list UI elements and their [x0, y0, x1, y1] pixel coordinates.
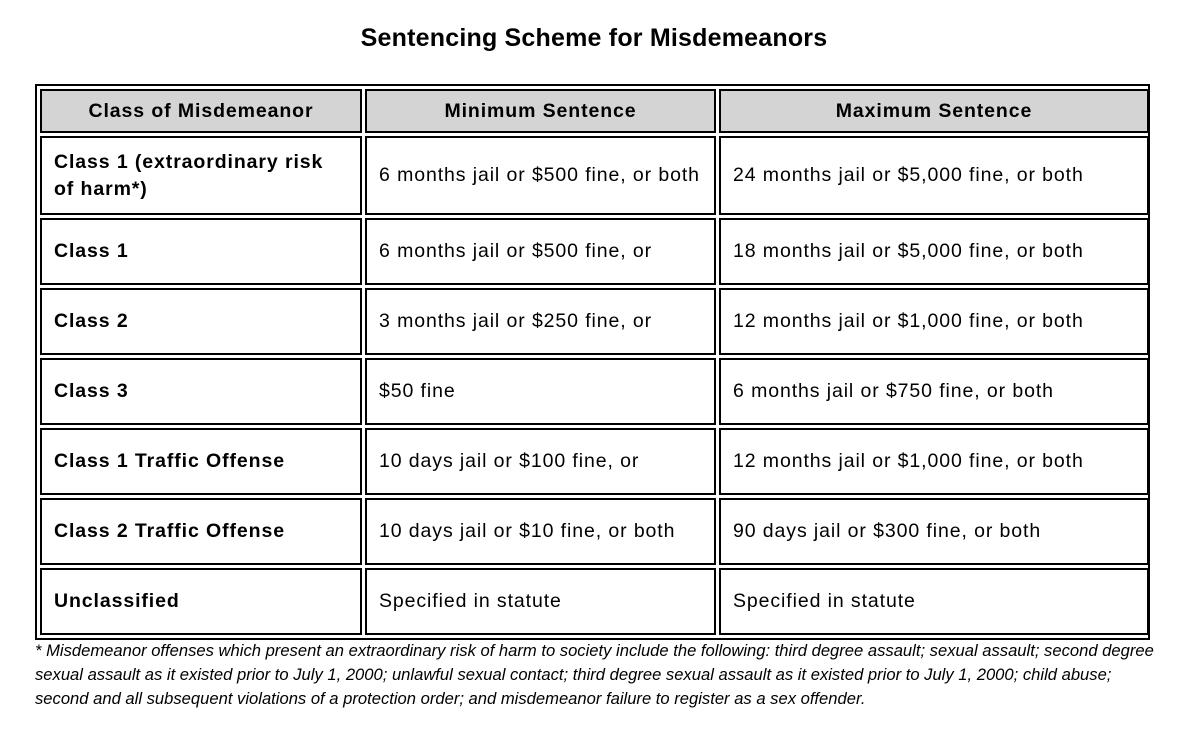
- class-cell: Unclassified: [40, 568, 362, 635]
- footnote: * Misdemeanor offenses which present an extraordinary risk of harm to society include the following: third degree assault; sexual assault; second degree sexual assault as it existed prior to July 1, 2000; unlawful sexual contact; third degree sexual assault as it existed prior to July 1, 2000; child abuse; second and all subsequent violations of a protection order; and misdemeanor failure to register as a sex offender.: [35, 641, 1154, 708]
- minimum-sentence-cell: 10 days jail or $100 fine, or: [365, 428, 716, 495]
- table-row: [40, 568, 1149, 635]
- class-cell: Class 1 (extraordinary risk of harm*): [40, 136, 362, 215]
- maximum-sentence-cell: 90 days jail or $300 fine, or both: [719, 498, 1149, 565]
- column-header-class: Class of Misdemeanor: [40, 89, 362, 133]
- minimum-sentence-cell: 6 months jail or $500 fine, or both: [365, 136, 716, 215]
- sentencing-table: [35, 84, 1150, 640]
- maximum-sentence-cell: 12 months jail or $1,000 fine, or both: [719, 288, 1149, 355]
- maximum-sentence-cell: 24 months jail or $5,000 fine, or both: [719, 136, 1149, 215]
- column-header-minimum: Minimum Sentence: [365, 89, 716, 133]
- table-row: [40, 218, 1149, 285]
- class-cell: Class 1 Traffic Offense: [40, 428, 362, 495]
- maximum-sentence-cell: 6 months jail or $750 fine, or both: [719, 358, 1149, 425]
- table-header-row: [40, 89, 1149, 133]
- table-row: [40, 136, 1149, 215]
- class-cell: Class 2: [40, 288, 362, 355]
- maximum-sentence-cell: 18 months jail or $5,000 fine, or both: [719, 218, 1149, 285]
- table-row: [40, 428, 1149, 495]
- table-row: [40, 498, 1149, 565]
- minimum-sentence-cell: 3 months jail or $250 fine, or: [365, 288, 716, 355]
- class-cell: Class 2 Traffic Offense: [40, 498, 362, 565]
- minimum-sentence-cell: Specified in statute: [365, 568, 716, 635]
- minimum-sentence-cell: $50 fine: [365, 358, 716, 425]
- column-header-maximum: Maximum Sentence: [719, 89, 1149, 133]
- class-cell: Class 1: [40, 218, 362, 285]
- class-cell: Class 3: [40, 358, 362, 425]
- table-row: [40, 288, 1149, 355]
- minimum-sentence-cell: 6 months jail or $500 fine, or: [365, 218, 716, 285]
- maximum-sentence-cell: Specified in statute: [719, 568, 1149, 635]
- maximum-sentence-cell: 12 months jail or $1,000 fine, or both: [719, 428, 1149, 495]
- page-title: Sentencing Scheme for Misdemeanors: [360, 24, 828, 52]
- minimum-sentence-cell: 10 days jail or $10 fine, or both: [365, 498, 716, 565]
- table-row: [40, 358, 1149, 425]
